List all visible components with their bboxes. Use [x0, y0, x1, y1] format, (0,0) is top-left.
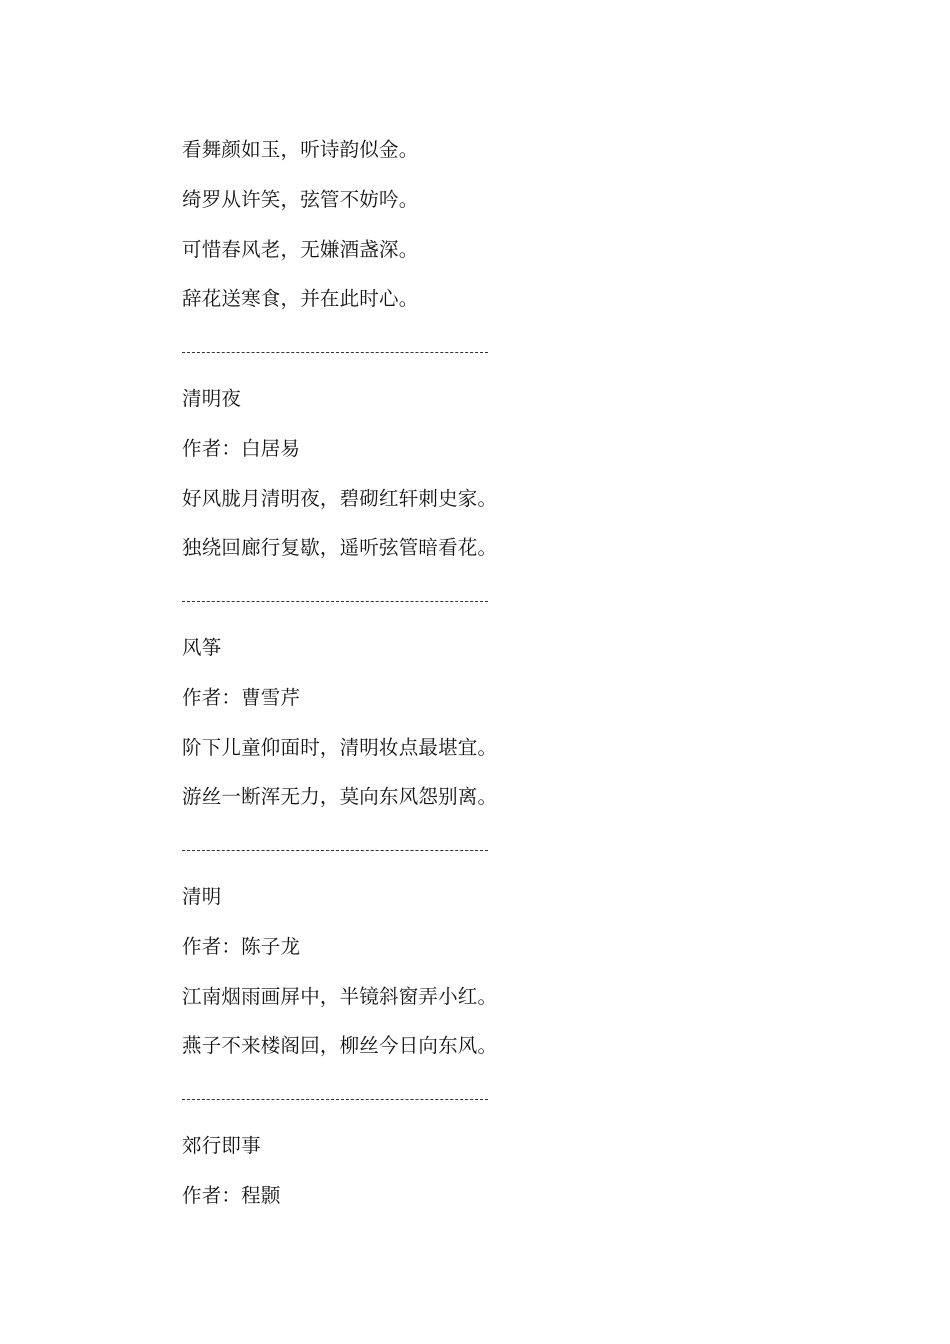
section-divider [182, 833, 782, 883]
poem-line: 辞花送寒食，并在此时心。 [182, 287, 419, 311]
poem-line: 绮罗从许笑，弦管不妨吟。 [182, 187, 419, 211]
section-divider [182, 1082, 782, 1132]
poem-line: 可惜春风老，无嫌酒盏深。 [182, 237, 419, 261]
poem-title: 郊行即事 [182, 1133, 261, 1157]
poem-title: 清明夜 [182, 386, 242, 410]
poem-author: 作者：程颢 [182, 1183, 281, 1207]
poem-line: 阶下儿童仰面时，清明妆点最堪宜。 [182, 735, 498, 759]
poem-author: 作者：陈子龙 [182, 934, 301, 958]
poem-author: 作者：曹雪芹 [182, 685, 301, 709]
poem-line: 游丝一断浑无力，莫向东风怨别离。 [182, 785, 498, 809]
poem-title: 风筝 [182, 635, 222, 659]
poem-title: 清明 [182, 884, 222, 908]
poem-line: 燕子不来楼阁回，柳丝今日向东风。 [182, 1034, 498, 1058]
poem-content [182, 136, 782, 1232]
section-divider [182, 335, 782, 385]
poem-line: 看舞颜如玉，听诗韵似金。 [182, 138, 419, 161]
poem-line: 独绕回廊行复歇，遥听弦管暗看花。 [182, 536, 498, 560]
poem-author: 作者：白居易 [182, 436, 301, 460]
section-divider [182, 584, 782, 634]
poem-line: 江南烟雨画屏中，半镜斜窗弄小红。 [182, 984, 498, 1008]
poem-line: 好风胧月清明夜，碧砌红轩刺史家。 [182, 486, 498, 510]
